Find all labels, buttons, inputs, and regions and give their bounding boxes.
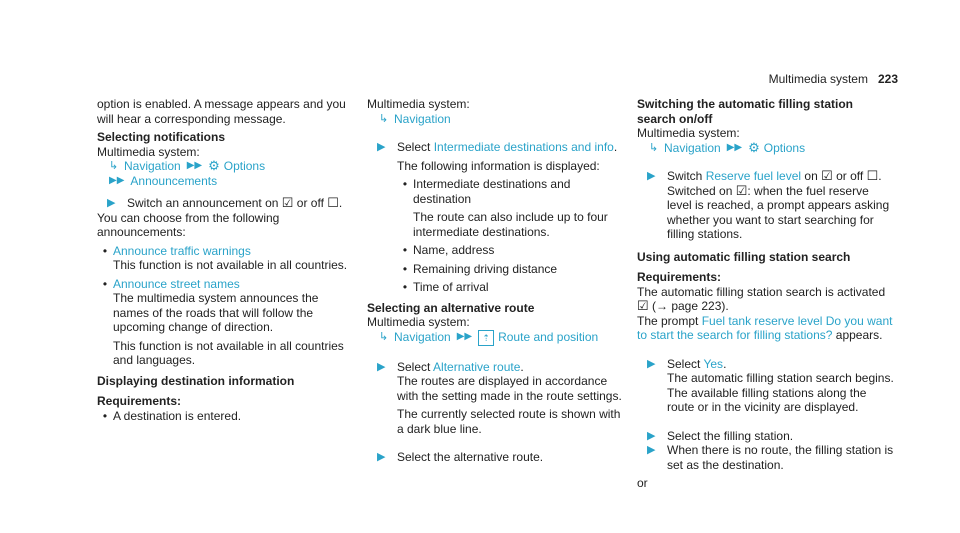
- route-position-link[interactable]: Route and position: [498, 330, 599, 345]
- street-names-text: The multimedia system announces the names of the roads that will follow the upcoming change of direction.: [113, 291, 319, 334]
- intermediate-destinations-link[interactable]: Intermediate destinations and info: [433, 140, 614, 154]
- search-begins-text: The automatic filling station search begins.: [667, 371, 894, 385]
- gear-icon: ⚙: [748, 139, 760, 155]
- prompt-message: Fuel tank reserve level Do you want to start the search for filling stations?: [637, 313, 893, 342]
- street-names-text-2: This function is not available in all countries and languages.: [113, 338, 344, 367]
- step-arrow-icon: ▶: [107, 197, 116, 209]
- menu-path: [97, 159, 353, 174]
- step-end: .: [878, 169, 882, 183]
- routes-text: The routes are displayed in accordance with the setting made in the route settings.: [397, 374, 622, 403]
- column-1: [97, 97, 353, 423]
- yes-link[interactable]: Yes: [703, 356, 724, 371]
- bullet: •: [102, 408, 108, 423]
- choose-text: You can choose from the following announcements:: [97, 210, 280, 239]
- column-3: [637, 97, 895, 491]
- step-arrow-icon: ▶: [377, 360, 386, 373]
- multimedia-label: Multimedia system:: [367, 97, 470, 111]
- step-switch-reserve: [637, 169, 895, 242]
- step-body: [667, 169, 895, 242]
- step-text: [127, 196, 342, 211]
- menu-path: [637, 141, 895, 156]
- step-select-yes: [637, 357, 895, 415]
- multimedia-label: Multimedia system:: [367, 315, 470, 329]
- switched-on-text: [667, 184, 895, 242]
- step-arrow-icon: ▶: [647, 444, 656, 456]
- header-title: Multimedia system: [768, 72, 868, 86]
- bullet: •: [402, 261, 408, 276]
- step-text: [397, 140, 617, 155]
- step-pre: Switch: [667, 169, 703, 183]
- step-text: When there is no route, the filling station is set as the destination.: [667, 443, 894, 472]
- double-chevron-icon: ▶▶: [109, 174, 125, 186]
- list-item: [397, 262, 623, 277]
- stations-displayed-text: The available filling stations along the route or in the vicinity are displayed.: [667, 385, 867, 414]
- using-search-heading: Using automatic filling station search: [637, 249, 851, 264]
- step-switch-announcement: [97, 196, 353, 211]
- route-icon: ⇡: [478, 330, 494, 346]
- list-item-text: Name, address: [413, 243, 495, 257]
- prompt-text: [637, 314, 895, 343]
- checkbox-checked-icon: ☑: [735, 182, 748, 198]
- bullet: •: [402, 243, 408, 257]
- step-select-route: [367, 450, 623, 465]
- step-pre: Select: [667, 356, 701, 371]
- or-off-text: or off: [296, 196, 324, 210]
- step-text: [667, 357, 895, 372]
- on-text: on: [804, 169, 818, 183]
- checkbox-empty-icon: ☐: [866, 168, 879, 183]
- menu-path: [367, 112, 623, 127]
- navigation-link[interactable]: Navigation: [664, 140, 721, 155]
- requirements-label: Requirements:: [637, 270, 722, 284]
- checkbox-checked-icon: ☑: [281, 195, 294, 210]
- step-select-station: [637, 429, 895, 444]
- step-no-route: [637, 443, 895, 472]
- navigation-link[interactable]: Navigation: [394, 330, 451, 345]
- requirement-ref: [637, 299, 895, 314]
- list-item-text: Intermediate destinations and destination: [413, 177, 571, 206]
- step-pre: Select: [397, 140, 431, 154]
- double-chevron-icon: ▶▶: [186, 160, 203, 171]
- alternative-route-heading: Selecting an alternative route: [367, 300, 535, 315]
- path-arrow-icon: ↳: [649, 141, 659, 154]
- step-pre: Switch an announcement on: [127, 196, 279, 210]
- step-end: .: [520, 359, 524, 374]
- multimedia-label: Multimedia system:: [97, 144, 200, 159]
- options-link[interactable]: Options: [223, 159, 266, 173]
- bullet: •: [102, 276, 108, 291]
- list-item-text: Remaining driving distance: [413, 261, 558, 276]
- step-select-alternative: [367, 360, 623, 375]
- checkbox-empty-icon: ☐: [327, 195, 339, 210]
- navigation-link[interactable]: Navigation: [394, 111, 451, 126]
- list-item: [397, 243, 623, 258]
- list-item-subtext: The route can also include up to four intermediate destinations.: [413, 210, 608, 239]
- step-arrow-icon: ▶: [377, 141, 386, 153]
- traffic-warnings-link[interactable]: Announce traffic warnings: [113, 243, 251, 258]
- street-names-link[interactable]: Announce street names: [113, 276, 240, 291]
- step-arrow-icon: ▶: [647, 357, 656, 370]
- list-item: [397, 280, 623, 295]
- bullet: •: [402, 177, 408, 191]
- checkbox-checked-icon: ☑: [821, 168, 833, 183]
- alternative-route-link[interactable]: Alternative route: [433, 359, 521, 374]
- reserve-fuel-link[interactable]: Reserve fuel level: [705, 169, 802, 183]
- multimedia-label: Multimedia system:: [637, 126, 740, 140]
- path-arrow-icon: ↳: [109, 160, 119, 172]
- bullet: •: [102, 243, 108, 258]
- selected-route-text: The currently selected route is shown with a dark blue line.: [397, 407, 621, 436]
- notifications-heading: Selecting notifications: [97, 130, 226, 144]
- step-body: [667, 357, 895, 415]
- step-select-intermediate: [367, 140, 623, 155]
- or-off-text: or off: [836, 169, 864, 183]
- prompt-pre: The prompt: [637, 313, 699, 328]
- info-text: The following information is displayed:: [397, 158, 600, 173]
- switch-search-heading: Switching the automatic filling station search on/off: [637, 97, 854, 126]
- destination-heading: Displaying destination information: [97, 373, 295, 388]
- or-text: or: [637, 476, 648, 490]
- step-text: Select the alternative route.: [397, 450, 544, 464]
- step-end: .: [613, 140, 618, 154]
- intro-text: option is enabled. A message appears and you will hear a corresponding message.: [97, 97, 346, 126]
- switched-on-pre: Switched on: [667, 183, 733, 198]
- requirement-text: The automatic filling station search is activated: [637, 284, 886, 299]
- list-item: [97, 244, 353, 259]
- options-link[interactable]: Options: [763, 140, 806, 155]
- info-list: [367, 177, 623, 295]
- list-item: [97, 277, 353, 292]
- list-item-text: Time of arrival: [413, 280, 489, 294]
- requirement-text: A destination is entered.: [113, 408, 242, 423]
- double-chevron-icon: ▶▶: [726, 141, 743, 153]
- double-chevron-icon: ▶▶: [456, 331, 473, 343]
- step-arrow-icon: ▶: [377, 451, 386, 463]
- step-end: .: [723, 356, 727, 371]
- bullet: •: [402, 280, 408, 294]
- page-number: 223: [877, 72, 898, 86]
- prompt-end: appears.: [835, 328, 883, 342]
- menu-path: [367, 330, 623, 346]
- checkbox-checked-icon: ☑: [637, 298, 649, 313]
- path-arrow-icon: ↳: [379, 112, 389, 125]
- traffic-warnings-text: This function is not available in all countries.: [113, 258, 348, 272]
- menu-path-2: [97, 174, 353, 189]
- navigation-link[interactable]: Navigation: [124, 159, 181, 173]
- step-arrow-icon: ▶: [647, 429, 656, 442]
- path-arrow-icon: ↳: [379, 331, 389, 344]
- column-2: [367, 97, 623, 465]
- page-reference: (→ page 223).: [652, 299, 729, 313]
- step-pre: Select: [397, 359, 431, 374]
- requirements-label: Requirements:: [97, 394, 182, 408]
- switched-on-desc: : when the fuel reserve level is reached, a prompt appears asking whether you want to start searching for filling stations.: [667, 183, 890, 241]
- list-item: [97, 409, 353, 424]
- page-header: [769, 72, 898, 86]
- step-text: [397, 360, 524, 375]
- announcements-link[interactable]: Announcements: [130, 173, 218, 188]
- list-item: [397, 177, 623, 206]
- step-text: [667, 169, 895, 184]
- step-text: Select the filling station.: [667, 428, 794, 443]
- gear-icon: ⚙: [208, 158, 220, 173]
- step-end: .: [338, 196, 343, 210]
- step-arrow-icon: ▶: [647, 170, 656, 182]
